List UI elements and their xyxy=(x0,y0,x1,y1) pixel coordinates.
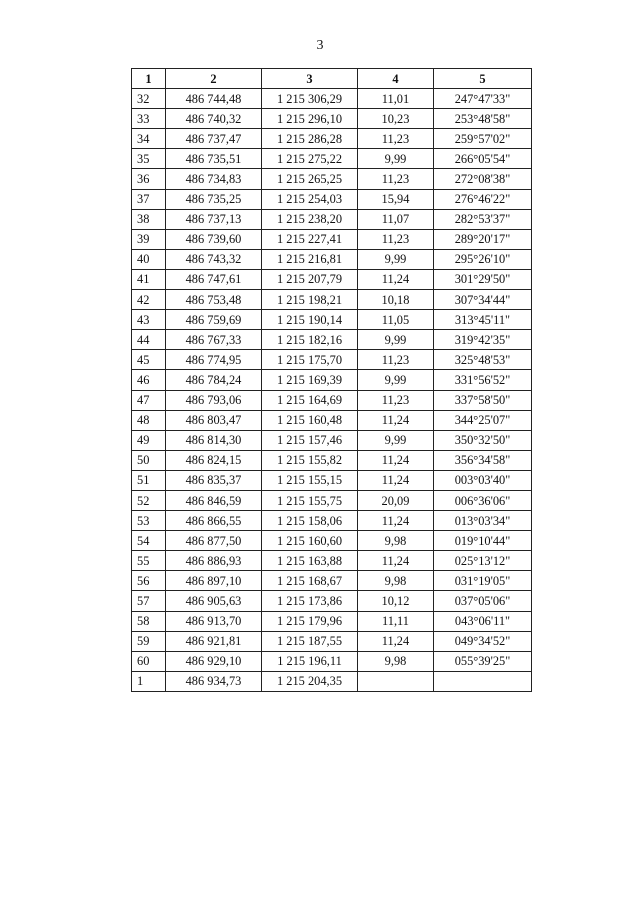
y-coordinate-cell: 1 215 175,70 xyxy=(262,350,358,370)
point-number-cell: 41 xyxy=(132,269,166,289)
point-number-cell: 59 xyxy=(132,631,166,651)
distance-cell: 11,23 xyxy=(358,169,434,189)
bearing-cell: 013°03'34" xyxy=(434,511,532,531)
bearing-cell: 350°32'50" xyxy=(434,430,532,450)
y-coordinate-cell: 1 215 164,69 xyxy=(262,390,358,410)
table-row xyxy=(132,290,532,310)
table-row xyxy=(132,390,532,410)
y-coordinate-cell: 1 215 296,10 xyxy=(262,109,358,129)
table-row xyxy=(132,410,532,430)
bearing-cell: 055°39'25" xyxy=(434,651,532,671)
distance-cell: 10,18 xyxy=(358,290,434,310)
bearing-cell: 025°13'12" xyxy=(434,551,532,571)
bearing-cell: 344°25'07" xyxy=(434,410,532,430)
point-number-cell: 42 xyxy=(132,290,166,310)
x-coordinate-cell: 486 913,70 xyxy=(166,611,262,631)
x-coordinate-cell: 486 877,50 xyxy=(166,531,262,551)
point-number-cell: 47 xyxy=(132,390,166,410)
bearing-cell: 259°57'02" xyxy=(434,129,532,149)
distance-cell: 10,23 xyxy=(358,109,434,129)
point-number-cell: 55 xyxy=(132,551,166,571)
y-coordinate-cell: 1 215 254,03 xyxy=(262,189,358,209)
table-row xyxy=(132,531,532,551)
x-coordinate-cell: 486 934,73 xyxy=(166,671,262,691)
point-number-cell: 49 xyxy=(132,430,166,450)
x-coordinate-cell: 486 759,69 xyxy=(166,310,262,330)
table-row xyxy=(132,671,532,691)
bearing-cell: 307°34'44" xyxy=(434,290,532,310)
y-coordinate-cell: 1 215 182,16 xyxy=(262,330,358,350)
distance-cell: 11,24 xyxy=(358,410,434,430)
bearing-cell: 313°45'11" xyxy=(434,310,532,330)
x-coordinate-cell: 486 921,81 xyxy=(166,631,262,651)
y-coordinate-cell: 1 215 216,81 xyxy=(262,249,358,269)
distance-cell: 9,99 xyxy=(358,430,434,450)
table-row xyxy=(132,591,532,611)
table-row xyxy=(132,310,532,330)
distance-cell: 10,12 xyxy=(358,591,434,611)
bearing-cell: 003°03'40" xyxy=(434,470,532,490)
column-header-1: 1 xyxy=(132,69,166,89)
bearing-cell xyxy=(434,671,532,691)
x-coordinate-cell: 486 739,60 xyxy=(166,229,262,249)
x-coordinate-cell: 486 743,32 xyxy=(166,249,262,269)
distance-cell: 9,99 xyxy=(358,330,434,350)
table-body xyxy=(132,89,532,692)
y-coordinate-cell: 1 215 227,41 xyxy=(262,229,358,249)
bearing-cell: 282°53'37" xyxy=(434,209,532,229)
distance-cell: 11,23 xyxy=(358,390,434,410)
table-row xyxy=(132,571,532,591)
point-number-cell: 35 xyxy=(132,149,166,169)
y-coordinate-cell: 1 215 306,29 xyxy=(262,89,358,109)
x-coordinate-cell: 486 824,15 xyxy=(166,450,262,470)
point-number-cell: 46 xyxy=(132,370,166,390)
distance-cell: 9,98 xyxy=(358,531,434,551)
distance-cell: 11,11 xyxy=(358,611,434,631)
column-header-2: 2 xyxy=(166,69,262,89)
distance-cell: 9,98 xyxy=(358,571,434,591)
bearing-cell: 272°08'38" xyxy=(434,169,532,189)
bearing-cell: 337°58'50" xyxy=(434,390,532,410)
x-coordinate-cell: 486 737,13 xyxy=(166,209,262,229)
x-coordinate-cell: 486 737,47 xyxy=(166,129,262,149)
point-number-cell: 58 xyxy=(132,611,166,631)
table-row xyxy=(132,229,532,249)
distance-cell: 11,05 xyxy=(358,310,434,330)
point-number-cell: 44 xyxy=(132,330,166,350)
y-coordinate-cell: 1 215 196,11 xyxy=(262,651,358,671)
distance-cell: 11,24 xyxy=(358,511,434,531)
point-number-cell: 33 xyxy=(132,109,166,129)
table-row xyxy=(132,370,532,390)
x-coordinate-cell: 486 744,48 xyxy=(166,89,262,109)
point-number-cell: 57 xyxy=(132,591,166,611)
distance-cell: 9,99 xyxy=(358,249,434,269)
y-coordinate-cell: 1 215 173,86 xyxy=(262,591,358,611)
table-row xyxy=(132,430,532,450)
point-number-cell: 48 xyxy=(132,410,166,430)
table-row xyxy=(132,450,532,470)
distance-cell: 11,24 xyxy=(358,470,434,490)
point-number-cell: 36 xyxy=(132,169,166,189)
bearing-cell: 356°34'58" xyxy=(434,450,532,470)
point-number-cell: 52 xyxy=(132,490,166,510)
y-coordinate-cell: 1 215 155,75 xyxy=(262,490,358,510)
x-coordinate-cell: 486 734,83 xyxy=(166,169,262,189)
x-coordinate-cell: 486 767,33 xyxy=(166,330,262,350)
distance-cell: 20,09 xyxy=(358,490,434,510)
bearing-cell: 325°48'53" xyxy=(434,350,532,370)
point-number-cell: 39 xyxy=(132,229,166,249)
distance-cell: 11,24 xyxy=(358,631,434,651)
point-number-cell: 43 xyxy=(132,310,166,330)
point-number-cell: 45 xyxy=(132,350,166,370)
distance-cell: 9,99 xyxy=(358,370,434,390)
y-coordinate-cell: 1 215 238,20 xyxy=(262,209,358,229)
bearing-cell: 031°19'05" xyxy=(434,571,532,591)
bearing-cell: 319°42'35" xyxy=(434,330,532,350)
distance-cell: 11,24 xyxy=(358,269,434,289)
distance-cell: 11,01 xyxy=(358,89,434,109)
table-row xyxy=(132,651,532,671)
table-row xyxy=(132,189,532,209)
distance-cell: 11,24 xyxy=(358,450,434,470)
x-coordinate-cell: 486 747,61 xyxy=(166,269,262,289)
table-row xyxy=(132,269,532,289)
table-row xyxy=(132,490,532,510)
point-number-cell: 38 xyxy=(132,209,166,229)
y-coordinate-cell: 1 215 198,21 xyxy=(262,290,358,310)
distance-cell: 11,23 xyxy=(358,129,434,149)
table-row xyxy=(132,631,532,651)
point-number-cell: 50 xyxy=(132,450,166,470)
point-number-cell: 60 xyxy=(132,651,166,671)
table-row xyxy=(132,169,532,189)
point-number-cell: 56 xyxy=(132,571,166,591)
bearing-cell: 289°20'17" xyxy=(434,229,532,249)
x-coordinate-cell: 486 793,06 xyxy=(166,390,262,410)
table-row xyxy=(132,611,532,631)
table-row xyxy=(132,149,532,169)
bearing-cell: 253°48'58" xyxy=(434,109,532,129)
table-row xyxy=(132,470,532,490)
bearing-cell: 006°36'06" xyxy=(434,490,532,510)
y-coordinate-cell: 1 215 163,88 xyxy=(262,551,358,571)
distance-cell: 11,23 xyxy=(358,350,434,370)
x-coordinate-cell: 486 866,55 xyxy=(166,511,262,531)
table-row xyxy=(132,551,532,571)
x-coordinate-cell: 486 897,10 xyxy=(166,571,262,591)
x-coordinate-cell: 486 753,48 xyxy=(166,290,262,310)
y-coordinate-cell: 1 215 275,22 xyxy=(262,149,358,169)
table-row xyxy=(132,89,532,109)
x-coordinate-cell: 486 835,37 xyxy=(166,470,262,490)
y-coordinate-cell: 1 215 265,25 xyxy=(262,169,358,189)
table-row xyxy=(132,330,532,350)
bearing-cell: 276°46'22" xyxy=(434,189,532,209)
x-coordinate-cell: 486 784,24 xyxy=(166,370,262,390)
point-number-cell: 51 xyxy=(132,470,166,490)
column-header-4: 4 xyxy=(358,69,434,89)
x-coordinate-cell: 486 735,25 xyxy=(166,189,262,209)
distance-cell: 9,99 xyxy=(358,149,434,169)
table-row xyxy=(132,129,532,149)
point-number-cell: 53 xyxy=(132,511,166,531)
x-coordinate-cell: 486 774,95 xyxy=(166,350,262,370)
y-coordinate-cell: 1 215 157,46 xyxy=(262,430,358,450)
column-header-3: 3 xyxy=(262,69,358,89)
x-coordinate-cell: 486 886,93 xyxy=(166,551,262,571)
table-row xyxy=(132,109,532,129)
bearing-cell: 331°56'52" xyxy=(434,370,532,390)
y-coordinate-cell: 1 215 160,48 xyxy=(262,410,358,430)
point-number-cell: 34 xyxy=(132,129,166,149)
bearing-cell: 049°34'52" xyxy=(434,631,532,651)
table-header-row xyxy=(132,69,532,89)
y-coordinate-cell: 1 215 168,67 xyxy=(262,571,358,591)
table-row xyxy=(132,209,532,229)
x-coordinate-cell: 486 929,10 xyxy=(166,651,262,671)
distance-cell: 11,07 xyxy=(358,209,434,229)
bearing-cell: 266°05'54" xyxy=(434,149,532,169)
bearing-cell: 037°05'06" xyxy=(434,591,532,611)
table-row xyxy=(132,511,532,531)
table-row xyxy=(132,249,532,269)
point-number-cell: 1 xyxy=(132,671,166,691)
page-number: 3 xyxy=(316,38,324,53)
column-header-5: 5 xyxy=(434,69,532,89)
x-coordinate-cell: 486 803,47 xyxy=(166,410,262,430)
coordinates-table xyxy=(131,68,532,692)
x-coordinate-cell: 486 846,59 xyxy=(166,490,262,510)
distance-cell: 11,24 xyxy=(358,551,434,571)
y-coordinate-cell: 1 215 286,28 xyxy=(262,129,358,149)
point-number-cell: 37 xyxy=(132,189,166,209)
y-coordinate-cell: 1 215 190,14 xyxy=(262,310,358,330)
y-coordinate-cell: 1 215 187,55 xyxy=(262,631,358,651)
distance-cell: 11,23 xyxy=(358,229,434,249)
bearing-cell: 295°26'10" xyxy=(434,249,532,269)
y-coordinate-cell: 1 215 204,35 xyxy=(262,671,358,691)
distance-cell: 9,98 xyxy=(358,651,434,671)
y-coordinate-cell: 1 215 207,79 xyxy=(262,269,358,289)
y-coordinate-cell: 1 215 158,06 xyxy=(262,511,358,531)
y-coordinate-cell: 1 215 169,39 xyxy=(262,370,358,390)
bearing-cell: 247°47'33" xyxy=(434,89,532,109)
x-coordinate-cell: 486 814,30 xyxy=(166,430,262,450)
x-coordinate-cell: 486 905,63 xyxy=(166,591,262,611)
y-coordinate-cell: 1 215 155,82 xyxy=(262,450,358,470)
distance-cell xyxy=(358,671,434,691)
point-number-cell: 40 xyxy=(132,249,166,269)
x-coordinate-cell: 486 735,51 xyxy=(166,149,262,169)
point-number-cell: 32 xyxy=(132,89,166,109)
y-coordinate-cell: 1 215 160,60 xyxy=(262,531,358,551)
bearing-cell: 019°10'44" xyxy=(434,531,532,551)
y-coordinate-cell: 1 215 179,96 xyxy=(262,611,358,631)
bearing-cell: 043°06'11" xyxy=(434,611,532,631)
bearing-cell: 301°29'50" xyxy=(434,269,532,289)
distance-cell: 15,94 xyxy=(358,189,434,209)
point-number-cell: 54 xyxy=(132,531,166,551)
x-coordinate-cell: 486 740,32 xyxy=(166,109,262,129)
y-coordinate-cell: 1 215 155,15 xyxy=(262,470,358,490)
table-row xyxy=(132,350,532,370)
